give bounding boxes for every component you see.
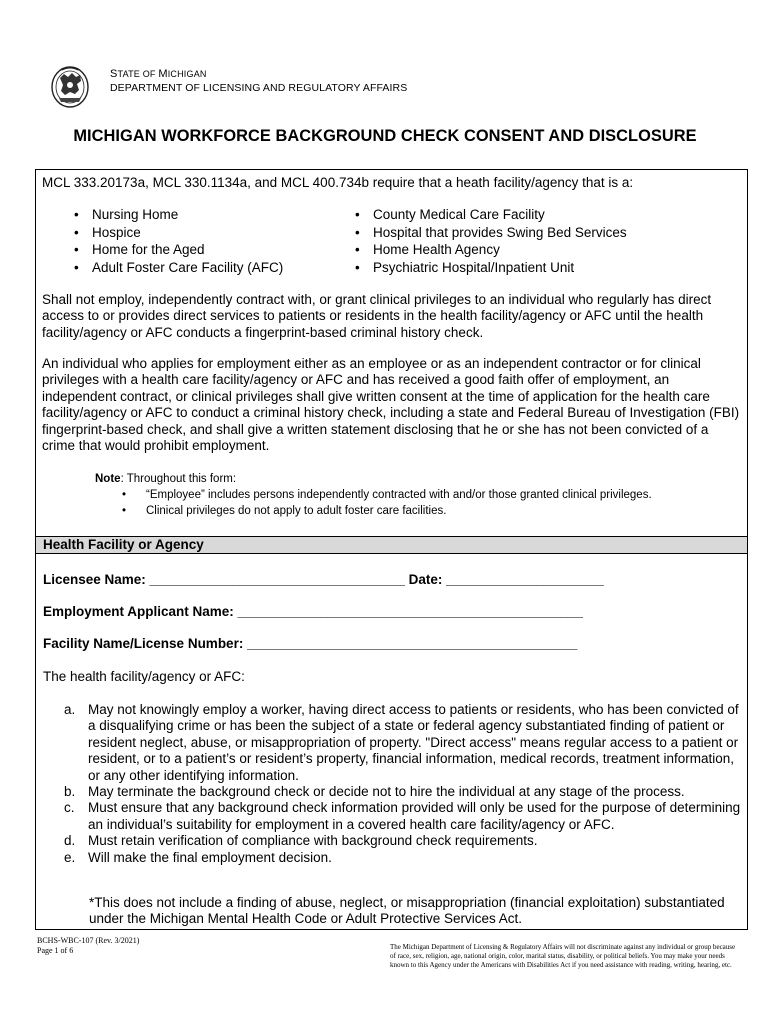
nondiscrimination-disclaimer: The Michigan Department of Licensing & Regulatory Affairs will not discriminate against any individual or group because of race, sex, religion, age, national origin, color, marital status, disability, or political beliefs. You may make your needs known to this Agency under the Americans with Disabilities Act if you need assistance with reading, writing, hearing, etc. bbox=[390, 943, 736, 969]
list-item: • Nursing Home bbox=[70, 206, 283, 224]
list-item: • Adult Foster Care Facility (AFC) bbox=[70, 259, 283, 277]
facility-list-left bbox=[70, 206, 283, 276]
list-item bbox=[64, 784, 744, 800]
item-text: Must retain verification of compliance with background check requirements. bbox=[88, 833, 538, 849]
note-list bbox=[120, 487, 652, 519]
item-letter: b. bbox=[64, 784, 76, 800]
list-item: • “Employee” includes persons independently contracted with and/or those granted clinical privileges. bbox=[120, 487, 652, 503]
note-text: : Throughout this form: bbox=[120, 473, 237, 485]
facility-license-field[interactable]: Facility Name/License Number: ____________________________________________ bbox=[43, 636, 578, 651]
footnote: *This does not include a finding of abuse, neglect, or misappropriation (financial exploitation) substantiated under the Michigan Mental Health Code or Adult Protective Services Act. bbox=[89, 895, 725, 927]
list-item: • County Medical Care Facility bbox=[351, 206, 627, 224]
list-item: • Hospital that provides Swing Bed Services bbox=[351, 224, 627, 242]
item-text: Will make the final employment decision. bbox=[88, 849, 332, 865]
list-item bbox=[64, 800, 744, 833]
state-name: STATE OF MICHIGAN bbox=[110, 68, 207, 80]
form-number: BCHS-WBC-107 (Rev. 3/2021) bbox=[37, 936, 140, 945]
list-item bbox=[64, 833, 744, 849]
note-label: Note bbox=[95, 473, 121, 485]
list-item bbox=[64, 702, 744, 784]
item-text: Must ensure that any background check information provided will only be used for the purpose of determining an individual’s suitability for employment in a covered health care facility/agency or AFC. bbox=[88, 800, 741, 832]
agency-header bbox=[110, 67, 407, 95]
list-item: • Home Health Agency bbox=[351, 241, 627, 259]
list-item: • Psychiatric Hospital/Inpatient Unit bbox=[351, 259, 627, 277]
requirements-lead: The health facility/agency or AFC: bbox=[43, 669, 245, 684]
item-letter: d. bbox=[64, 833, 76, 849]
item-letter: c. bbox=[64, 800, 75, 816]
list-item: • Hospice bbox=[70, 224, 283, 242]
list-item: • Clinical privileges do not apply to adult foster care facilities. bbox=[120, 503, 652, 519]
list-item bbox=[64, 850, 744, 866]
form-number-block bbox=[37, 936, 139, 956]
paragraph-consent: An individual who applies for employment either as an employee or as an independent contractor or for clinical privileges with a health care facility/agency or AFC and has received a good faith offer of employment, an independent contract, or clinical privileges shall give written consent at the time of application for the health care facility/agency or AFC to conduct a criminal history check, including a state and Federal Bureau of Investigation (FBI) fingerprint-based check, and shall give a written statement disclosing that he or she has not been convicted of a crime that would prohibit employment. bbox=[42, 356, 740, 454]
item-letter: e. bbox=[64, 849, 76, 865]
licensee-name-field[interactable]: Licensee Name: __________________________________ Date: _____________________ bbox=[43, 572, 604, 587]
applicant-name-field[interactable]: Employment Applicant Name: ______________________________________________ bbox=[43, 604, 583, 619]
department-name: DEPARTMENT OF LICENSING AND REGULATORY AFFAIRS bbox=[110, 82, 408, 94]
note bbox=[95, 471, 236, 487]
item-letter: a. bbox=[64, 702, 76, 717]
state-seal-icon bbox=[50, 64, 90, 110]
section-title: Health Facility or Agency bbox=[43, 537, 204, 552]
page-number: Page 1 of 6 bbox=[37, 946, 74, 955]
facility-list-right bbox=[351, 206, 627, 276]
requirements-list bbox=[64, 702, 744, 866]
paragraph-prohibition: Shall not employ, independently contract with, or grant clinical privileges to an individual who regularly has direct access to or provides direct services to patients or residents in the health facility/agency or AFC until the health facility/agency or AFC conducts a fingerprint-based criminal history check. bbox=[42, 292, 712, 340]
item-text: May terminate the background check or decide not to hire the individual at any stage of the process. bbox=[88, 784, 685, 800]
item-text: May not knowingly employ a worker, having direct access to patients or residents, who has been convicted of a disqualifying crime or has been the subject of a state or federal agency substantiated finding of patient or resident neglect, abuse, or misappropriation of property. "Direct access" means regular access to a patient or resident, or to a patient’s or resident’s property, financial information, medical records, treatment information, or any other identifying information. bbox=[88, 702, 739, 783]
list-item: • Home for the Aged bbox=[70, 241, 283, 259]
form-title: MICHIGAN WORKFORCE BACKGROUND CHECK CONSENT AND DISCLOSURE bbox=[73, 127, 697, 145]
intro-text: MCL 333.20173a, MCL 330.1134a, and MCL 400.734b require that a heath facility/agency that is a: bbox=[42, 175, 634, 190]
